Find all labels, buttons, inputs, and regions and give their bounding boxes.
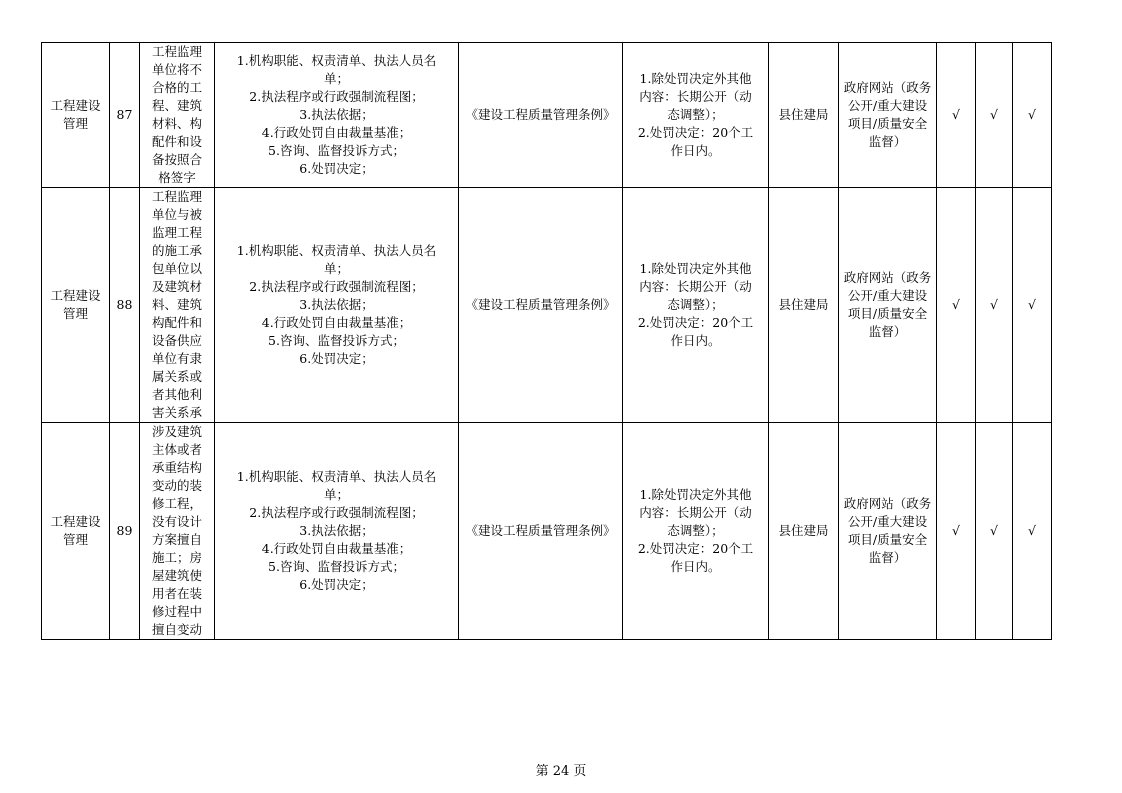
time-line: 2.处罚决定：20个工 [637, 125, 754, 140]
disclosure-content-cell [215, 423, 459, 640]
item-name-line: 构配件和 [151, 315, 202, 330]
content-line: 1.机构职能、权责清单、执法人员名 [236, 469, 437, 484]
item-name-line: 程、建筑 [151, 98, 202, 113]
legal-basis-cell: 《建设工程质量管理条例》 [459, 423, 623, 640]
content-line: 5.咨询、监督投诉方式； [268, 143, 405, 158]
time-line: 态调整）； [667, 297, 724, 312]
item-name-line: 设备供应 [151, 333, 202, 348]
category-cell: 工程建设管理 [42, 188, 110, 423]
time-line: 内容：长期公开（动 [639, 89, 752, 104]
legal-basis-cell: 《建设工程质量管理条例》 [459, 43, 623, 188]
content-line: 单； [323, 71, 349, 86]
time-line: 1.除处罚决定外其他 [639, 261, 752, 276]
content-line: 6.处罚决定； [299, 161, 374, 176]
disclosure-channel-cell: 政府网站（政务公开/重大建设项目/质量安全监督） [839, 188, 937, 423]
content-line: 3.执法依据； [299, 523, 374, 538]
item-name-line: 方案擅自 [151, 532, 202, 547]
check-cell-3: √ [1013, 423, 1052, 640]
item-name-cell [140, 423, 215, 640]
disclosure-content-cell [215, 43, 459, 188]
disclosure-content-cell [215, 188, 459, 423]
table-row [42, 423, 1052, 640]
item-name-line: 包单位以 [151, 261, 202, 276]
item-name-line: 格签字 [158, 170, 196, 185]
item-name-line: 擅自变动 [151, 622, 202, 637]
check-cell-2: √ [976, 423, 1013, 640]
item-name-line: 监理工程 [151, 225, 202, 240]
time-line: 态调整）； [667, 523, 724, 538]
item-name-line: 没有设计 [151, 514, 202, 529]
content-line: 1.机构职能、权责清单、执法人员名 [236, 53, 437, 68]
item-number-cell: 88 [110, 188, 140, 423]
time-line: 态调整）； [667, 107, 724, 122]
item-name-line: 的施工承 [151, 243, 202, 258]
content-line: 4.行政处罚自由裁量基准； [261, 315, 412, 330]
time-line: 内容：长期公开（动 [639, 505, 752, 520]
responsible-subject-cell: 县住建局 [769, 423, 839, 640]
item-name-line: 材料、构 [151, 116, 202, 131]
item-name-line: 合格的工 [151, 80, 202, 95]
category-cell: 工程建设管理 [42, 423, 110, 640]
item-name-line: 单位有隶 [151, 351, 202, 366]
disclosure-time-cell [623, 188, 769, 423]
responsible-subject-cell: 县住建局 [769, 188, 839, 423]
item-name-line: 修过程中 [151, 604, 202, 619]
page-number: 第 24 页 [535, 764, 587, 779]
content-line: 4.行政处罚自由裁量基准； [261, 541, 412, 556]
item-name-cell [140, 43, 215, 188]
check-cell-3: √ [1013, 188, 1052, 423]
disclosure-channel-cell: 政府网站（政务公开/重大建设项目/质量安全监督） [839, 43, 937, 188]
disclosure-table [41, 42, 1052, 640]
table-row [42, 188, 1052, 423]
time-line: 作日内。 [670, 143, 721, 158]
content-line: 6.处罚决定； [299, 351, 374, 366]
item-name-line: 备按照合 [151, 152, 202, 167]
item-name-line: 工程监理 [151, 44, 202, 59]
content-line: 3.执法依据； [299, 107, 374, 122]
content-line: 4.行政处罚自由裁量基准； [261, 125, 412, 140]
content-line: 2.执法程序或行政强制流程图； [249, 89, 424, 104]
item-name-cell [140, 188, 215, 423]
content-line: 2.执法程序或行政强制流程图； [249, 279, 424, 294]
item-name-line: 配件和设 [151, 134, 202, 149]
check-cell-1: √ [937, 423, 976, 640]
item-name-line: 屋建筑使 [151, 568, 202, 583]
item-name-line: 属关系或 [151, 369, 202, 384]
item-name-line: 主体或者 [151, 442, 202, 457]
check-cell-2: √ [976, 43, 1013, 188]
content-line: 5.咨询、监督投诉方式； [268, 559, 405, 574]
disclosure-channel-cell: 政府网站（政务公开/重大建设项目/质量安全监督） [839, 423, 937, 640]
item-name-line: 施工；房 [151, 550, 202, 565]
legal-basis-cell: 《建设工程质量管理条例》 [459, 188, 623, 423]
item-name-line: 单位与被 [151, 207, 202, 222]
content-line: 2.执法程序或行政强制流程图； [249, 505, 424, 520]
content-line: 单； [323, 487, 349, 502]
responsible-subject-cell: 县住建局 [769, 43, 839, 188]
time-line: 作日内。 [670, 559, 721, 574]
table-row [42, 43, 1052, 188]
item-name-line: 变动的装 [151, 478, 202, 493]
check-cell-1: √ [937, 43, 976, 188]
content-line: 5.咨询、监督投诉方式； [268, 333, 405, 348]
item-name-line: 料、建筑 [151, 297, 202, 312]
check-cell-3: √ [1013, 43, 1052, 188]
item-name-line: 修工程， [151, 496, 202, 511]
time-line: 2.处罚决定：20个工 [637, 315, 754, 330]
check-cell-2: √ [976, 188, 1013, 423]
time-line: 作日内。 [670, 333, 721, 348]
time-line: 1.除处罚决定外其他 [639, 71, 752, 86]
time-line: 内容：长期公开（动 [639, 279, 752, 294]
content-line: 3.执法依据； [299, 297, 374, 312]
category-cell: 工程建设管理 [42, 43, 110, 188]
time-line: 2.处罚决定：20个工 [637, 541, 754, 556]
item-name-line: 用者在装 [151, 586, 202, 601]
item-number-cell: 87 [110, 43, 140, 188]
content-line: 单； [323, 261, 349, 276]
time-line: 1.除处罚决定外其他 [639, 487, 752, 502]
table-body [42, 43, 1052, 640]
item-name-line: 害关系承 [151, 405, 202, 420]
item-name-line: 承重结构 [151, 460, 202, 475]
disclosure-time-cell [623, 43, 769, 188]
item-number-cell: 89 [110, 423, 140, 640]
check-cell-1: √ [937, 188, 976, 423]
item-name-line: 涉及建筑 [151, 424, 202, 439]
item-name-line: 者其他利 [151, 387, 202, 402]
content-line: 1.机构职能、权责清单、执法人员名 [236, 243, 437, 258]
disclosure-time-cell [623, 423, 769, 640]
item-name-line: 工程监理 [151, 189, 202, 204]
item-name-line: 及建筑材 [151, 279, 202, 294]
item-name-line: 单位将不 [151, 62, 202, 77]
content-line: 6.处罚决定； [299, 577, 374, 592]
